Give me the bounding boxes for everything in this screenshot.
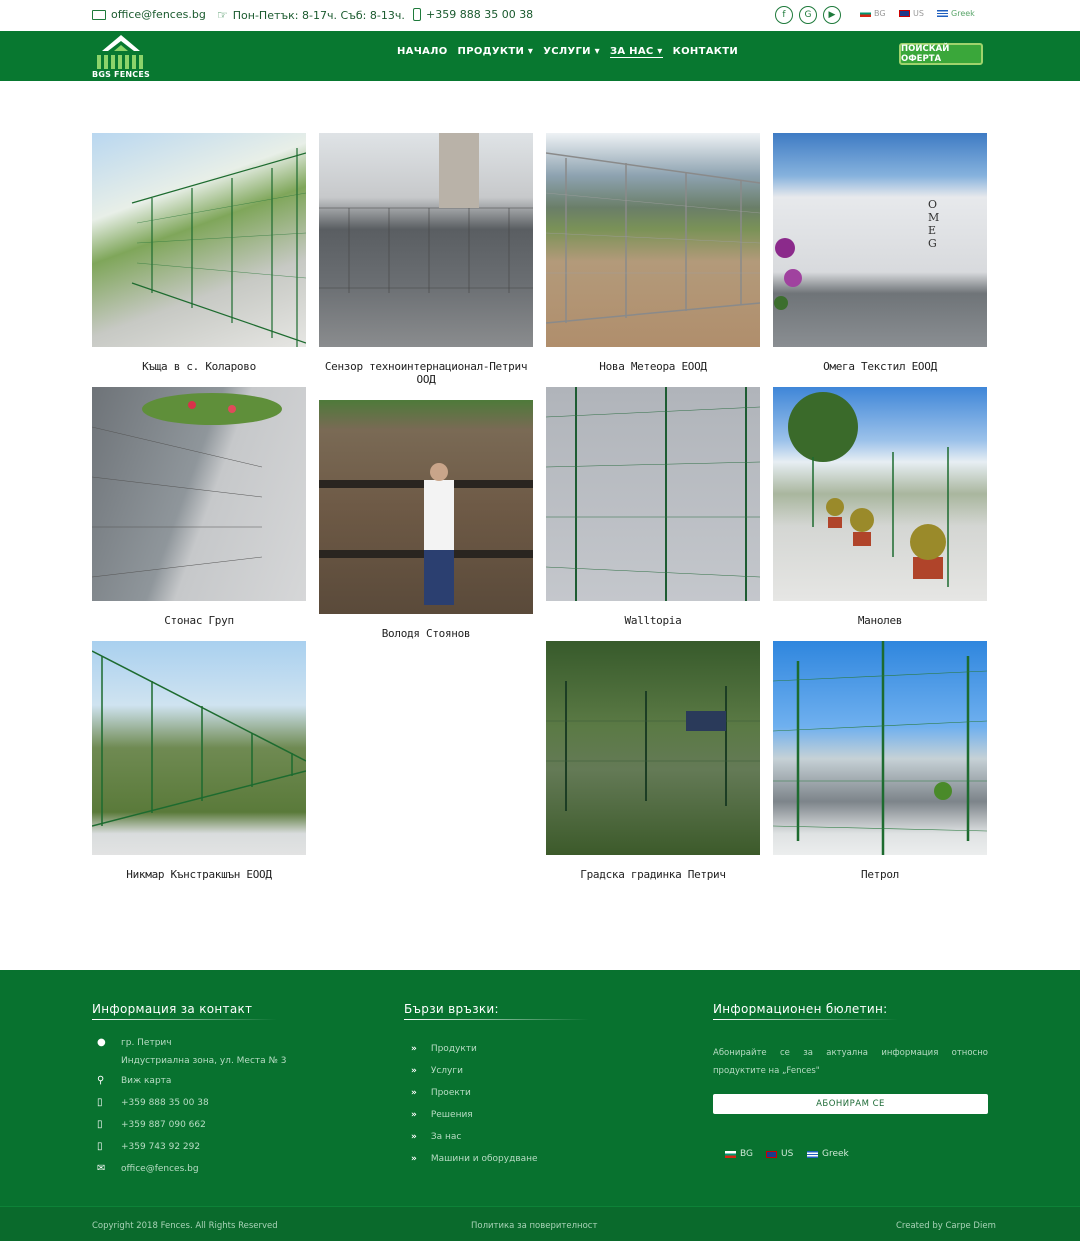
top-phone[interactable] [413, 8, 533, 21]
link-products[interactable]: Продукти [430, 1044, 477, 1054]
chevron-right-icon: » [411, 1132, 417, 1142]
footer-lang-greek[interactable] [807, 1149, 849, 1159]
lang-us-label: US [913, 9, 924, 18]
bg-flag-icon [860, 10, 871, 17]
envelope-icon: ✉ [97, 1163, 106, 1174]
link-about[interactable]: За нас [430, 1132, 462, 1142]
bg-flag-icon [725, 1151, 736, 1158]
footer-lang-us[interactable] [766, 1149, 793, 1159]
svg-text:M: M [928, 211, 940, 224]
lang-bg[interactable] [860, 9, 886, 18]
project-caption[interactable]: Омега Текстил ЕООД [823, 360, 937, 373]
uk-flag-icon [899, 10, 910, 17]
menu-products[interactable]: ПРОДУКТИ ▾ [457, 46, 534, 57]
project-photo[interactable] [319, 400, 533, 614]
logo-text: BGS FENCES [92, 70, 150, 79]
footer-email[interactable]: office@fences.bg [121, 1164, 199, 1174]
footer-bottom-bar [0, 1206, 1080, 1241]
svg-text:O: O [928, 198, 938, 211]
footer-lang-bg-label: BG [740, 1149, 753, 1159]
project-caption[interactable]: Нова Метеора ЕООД [599, 360, 707, 373]
location-pin-icon: ● [97, 1037, 106, 1048]
contact-info [97, 1034, 286, 1180]
project-caption[interactable]: Никмар Кънстракшън ЕООД [126, 868, 272, 881]
project-photo[interactable] [92, 133, 306, 347]
project-caption[interactable]: Градска градинка Петрич [580, 868, 726, 881]
project-card[interactable] [546, 387, 760, 627]
phone-2[interactable]: +359 887 090 662 [121, 1120, 206, 1130]
mobile-icon: ▯ [97, 1097, 103, 1108]
envelope-icon [92, 10, 106, 20]
project-photo[interactable] [546, 387, 760, 601]
top-hours-text: Пон-Петък: 8-17ч. Съб: 8-13ч. [232, 8, 405, 22]
map-link[interactable]: Виж карта [121, 1076, 172, 1086]
project-caption[interactable]: Walltopia [624, 614, 682, 627]
mobile-icon: ▯ [97, 1119, 103, 1130]
newsletter-title: Информационен бюлетин: [713, 1002, 888, 1016]
chevron-right-icon: » [411, 1044, 417, 1054]
top-bar [0, 0, 1080, 31]
subscribe-button[interactable]: АБОНИРАМ СЕ [713, 1094, 988, 1114]
lang-greek-label: Greek [951, 9, 975, 18]
project-card[interactable] [92, 387, 306, 627]
thumbs-up-icon: ☞ [217, 8, 228, 22]
project-photo[interactable] [773, 641, 987, 855]
main-menu [397, 46, 738, 58]
lang-bg-label: BG [874, 9, 886, 18]
footer-lang-greek-label: Greek [822, 1149, 849, 1159]
address-line1: гр. Петрич [121, 1038, 172, 1048]
address-line2: Индустриална зона, ул. Места № 3 [121, 1056, 287, 1066]
phone-3[interactable]: +359 743 92 292 [121, 1142, 201, 1152]
top-phone-text: +359 888 35 00 38 [426, 8, 534, 21]
svg-text:E: E [928, 224, 937, 237]
project-card[interactable] [773, 133, 987, 373]
footer-lang-bg[interactable] [725, 1149, 753, 1159]
privacy-link[interactable]: Политика за поверителност [471, 1221, 598, 1231]
link-machines[interactable]: Машини и оборудване [430, 1154, 538, 1164]
created-by[interactable]: Created by Carpe Diem [896, 1221, 996, 1231]
project-photo[interactable] [546, 133, 760, 347]
link-services[interactable]: Услуги [430, 1066, 463, 1076]
project-card[interactable] [546, 133, 760, 373]
project-photo[interactable] [546, 641, 760, 855]
mobile-icon: ▯ [97, 1141, 103, 1152]
chevron-right-icon: » [411, 1066, 417, 1076]
project-caption[interactable]: Петрол [861, 868, 899, 881]
main-navbar [0, 31, 1080, 81]
top-hours [217, 8, 405, 22]
site-logo[interactable] [92, 33, 150, 79]
project-card[interactable] [319, 133, 533, 386]
facebook-icon[interactable]: f [775, 6, 793, 24]
project-caption[interactable]: Манолев [857, 614, 903, 627]
project-photo[interactable] [92, 641, 306, 855]
menu-services[interactable]: УСЛУГИ ▾ [543, 46, 600, 57]
project-caption[interactable]: Сензор техноинтернационал-Петрич ООД [324, 360, 528, 386]
link-projects[interactable]: Проекти [430, 1088, 471, 1098]
chevron-right-icon: » [411, 1154, 417, 1164]
links-title: Бързи връзки: [404, 1002, 499, 1016]
project-caption[interactable]: Володя Стоянов [381, 627, 471, 640]
project-photo[interactable] [773, 133, 987, 347]
project-card[interactable] [92, 133, 306, 373]
footer-lang-us-label: US [781, 1149, 794, 1159]
menu-home[interactable]: НАЧАЛО [397, 46, 448, 57]
mobile-icon [413, 8, 421, 21]
menu-contacts[interactable]: КОНТАКТИ [672, 46, 739, 57]
project-card[interactable] [319, 400, 533, 640]
copyright: Copyright 2018 Fences. All Rights Reserved [92, 1221, 278, 1231]
quick-links [411, 1038, 538, 1170]
top-email[interactable] [92, 8, 206, 21]
youtube-icon[interactable]: ▶ [823, 6, 841, 24]
top-email-text: office@fences.bg [111, 8, 206, 21]
lang-greek[interactable] [937, 9, 975, 18]
contact-title: Информация за контакт [92, 1002, 253, 1016]
project-card[interactable] [546, 641, 760, 881]
map-icon: ⚲ [97, 1075, 105, 1086]
newsletter-text: Абонирайте се за актуална информация относно продуктите на „Fences" [713, 1048, 988, 1076]
project-photo[interactable] [319, 133, 533, 347]
project-card[interactable] [92, 641, 306, 881]
project-photo[interactable] [773, 387, 987, 601]
project-caption[interactable]: Къща в с. Коларово [142, 360, 256, 373]
project-caption[interactable]: Стонас Груп [164, 614, 234, 627]
project-photo[interactable] [92, 387, 306, 601]
uk-flag-icon [766, 1151, 777, 1158]
request-offer-button[interactable]: ПОИСКАЙ ОФЕРТА [899, 43, 983, 65]
phone-1[interactable]: +359 888 35 00 38 [121, 1098, 209, 1108]
lang-us[interactable] [899, 9, 924, 18]
chevron-right-icon: » [411, 1110, 417, 1120]
project-card[interactable] [773, 641, 987, 881]
greek-flag-icon [937, 10, 948, 17]
link-solutions[interactable]: Решения [430, 1110, 473, 1120]
google-plus-icon[interactable]: G [799, 6, 817, 24]
svg-text:G: G [928, 237, 937, 250]
menu-about[interactable]: ЗА НАС ▾ [609, 46, 663, 57]
project-card[interactable] [773, 387, 987, 627]
fence-logo-icon [92, 33, 150, 71]
greek-flag-icon [807, 1151, 818, 1158]
chevron-right-icon: » [411, 1088, 417, 1098]
